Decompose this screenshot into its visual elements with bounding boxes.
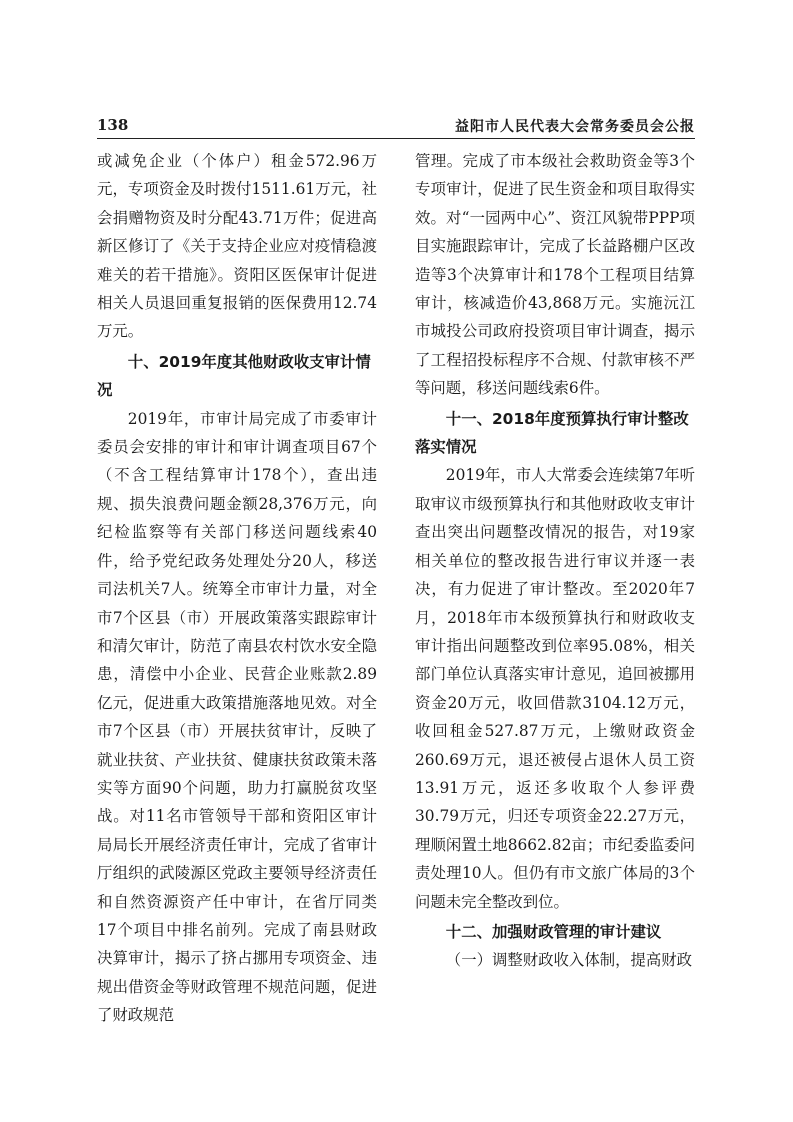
paragraph-continued-right: 管理。完成了市本级社会救助资金等3个专项审计，促进了民生资金和项目取得实效。对“一园两中心”、资江风貌带PPP项目实施跟踪审计，完成了长益路棚户区改造等3个决算审计和178个工程项目结算审计，核减造价43,868万元。实施沅江市城投公司政府投资项目审计调查，揭示了工程招投标程序不合规、付款审核不严等问题，移送问题线索6件。 — [415, 152, 695, 398]
section-heading-12: 十二、加强财政管理的审计建议 — [445, 922, 662, 941]
paragraph-section-12-start: （一）调整财政收入体制，提高财政 — [445, 951, 693, 970]
paragraph-continued: 或减免企业（个体户）租金572.96万元，专项资金及时拨付1511.61万元，社会捐赠物资及时分配43.71万件；促进高新区修订了《关于支持企业应对疫情稳渡难关的若干措施》。资阳区医保审计促进相关人员退回重复报销的医保费用12.74万元。 — [97, 152, 377, 341]
right-column — [415, 147, 695, 975]
header-divider — [97, 138, 695, 139]
journal-title: 益阳市人民代表大会常务委员会公报 — [455, 119, 695, 135]
section-heading-10: 十、2019年度其他财政收支审计情况 — [97, 352, 371, 400]
left-column — [97, 147, 377, 1030]
section-heading-11: 十一、2018年度预算执行审计整改落实情况 — [415, 409, 689, 457]
paragraph-section-10: 2019年，市审计局完成了市委审计委员会安排的审计和审计调查项目67个（不含工程结算审计178个），查出违规、损失浪费问题金额28,376万元，向纪检监察等有关部门移送问题线索40件，给予党纪政务处理处分20人，移送司法机关7人。统筹全市审计力量，对全市7个区县（市）开展政策落实跟踪审计和清欠审计，防范了南县农村饮水安全隐患，清偿中小企业、民营企业账款2.89亿元，促进重大政策措施落地见效。对全市7个区县（市）开展扶贫审计，反映了就业扶贫、产业扶贫、健康扶贫政策未落实等方面90个问题，助力打赢脱贫攻坚战。对11名市管领导干部和资阳区审计局局长开展经济责任审计，完成了省审计厅组织的武陵源区党政主要领导经济责任和自然资源资产任中审计，在省厅同类17个项目中排名前列。完成了南县财政决算审计，揭示了挤占挪用专项资金、违规出借资金等财政管理不规范问题，促进了财政规范 — [97, 409, 377, 1025]
page-number: 138 — [97, 116, 129, 134]
page-header — [97, 116, 695, 138]
paragraph-section-11: 2019年，市人大常委会连续第7年听取审议市级预算执行和其他财政收支审计查出突出问题整改情况的报告，对19家相关单位的整改报告进行审议并逐一表决，有力促进了审计整改。至2020年7月，2018年市本级预算执行和财政收支审计指出问题整改到位率95.08%，相关部门单位认真落实审计意见，追回被挪用资金20万元，收回借款3104.12万元，收回租金527.87万元，上缴财政资金260.69万元，退还被侵占退休人员工资13.91万元，返还多收取个人参评费30.79万元，归还专项资金22.27万元，理顺闲置土地8662.82亩；市纪委监委问责处理10人。但仍有市文旅广体局的3个问题未完全整改到位。 — [415, 466, 695, 911]
